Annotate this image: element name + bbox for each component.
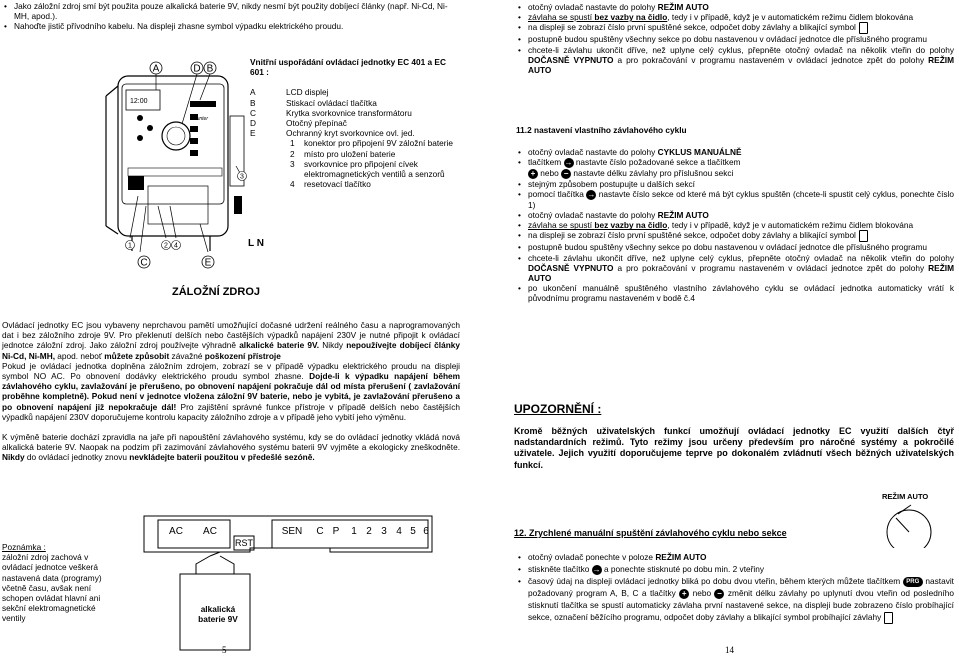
plus-icon: + xyxy=(528,169,538,179)
text-run: nebo xyxy=(538,168,562,179)
note-text: záložní zdroj zachová v ovládací jednotce veškerá nastavená data (programy) včetně času, avšak není schopen ovládat hlavní ani sekční elektromagnetické ventily xyxy=(2,552,102,624)
text-run: na displeji se zobrazí číslo první spuštěné sekce, odpočet doby závlahy a blikající symbol xyxy=(528,230,856,241)
callout-e: E xyxy=(204,257,212,269)
reset-label: RST xyxy=(235,538,253,548)
section-11-2-title: 11.2 nastavení vlastního závlahového cyklu xyxy=(516,125,687,135)
text-run: CYKLUS MANUÁLNĚ xyxy=(657,147,742,157)
legend-sub-row xyxy=(250,138,460,148)
text-run: REŽIM AUTO xyxy=(655,552,707,562)
text-run: otočný ovladač nastavte do polohy xyxy=(528,210,658,221)
text-run: nastavte číslo sekce od které má být cyklus spuštěn (chcete-li spustit celý cyklus, ponechte číslo 1) xyxy=(528,189,954,210)
text-run: , tedy i v případě, když je v automatickém režimu čidlem blokována xyxy=(667,12,914,23)
terminal-ac-2: AC xyxy=(203,526,217,537)
list-item xyxy=(516,2,954,12)
text-run: tlačítkem xyxy=(528,157,564,168)
legend-text: Otočný přepínač xyxy=(286,118,347,129)
text-run: po ukončení manuálně spuštěného vlastního závlahového cyklu se ovládací jednotka automaticky vrátí k původnímu programu nastaveném v bodě č.4 xyxy=(528,283,954,304)
terminal-1: 1 xyxy=(351,526,357,537)
legend-sub-key: 1 xyxy=(290,138,295,149)
lcd-text: 12:00 xyxy=(130,98,148,105)
terminal-4: 4 xyxy=(396,526,402,537)
list-item xyxy=(516,157,954,168)
text-run: závlaha se spustí xyxy=(528,12,595,23)
warning-title: UPOZORNĚNÍ : xyxy=(514,402,602,416)
legend-sub-key: 3 xyxy=(290,158,295,169)
minus-icon: − xyxy=(714,589,724,599)
text-run: DOČASNĚ VYPNUTO xyxy=(528,54,614,65)
callout-2: 2 xyxy=(164,242,168,250)
legend-text: LCD displej xyxy=(286,87,329,98)
text-run: otočný ovladač ponechte v poloze xyxy=(528,552,656,562)
callout-4: 4 xyxy=(174,242,178,250)
text-run: pomocí tlačítka xyxy=(528,189,587,200)
list-item xyxy=(516,230,954,242)
list-item xyxy=(516,179,954,189)
text-run: časový údaj na displeji ovládací jednotky bliká po dobu dvou vteřin, během kterých můžete tlačítkem xyxy=(528,576,903,587)
list-item xyxy=(516,253,954,284)
legend-sub-text: resetovací tlačítko xyxy=(304,179,371,190)
terminal-c: C xyxy=(316,526,324,537)
legend-sub-text: svorkovnice pro připojení cívek elektromagnetických ventilů a senzorů xyxy=(304,158,445,180)
manual-symbol-icon xyxy=(859,230,868,242)
dial-label: REŽIM AUTO xyxy=(882,492,929,501)
text-run: nastavte délku závlahy pro příslušnou sekci xyxy=(571,168,734,179)
list-item xyxy=(516,147,954,157)
list-item: • Nahoďte jistič přívodního kabelu. Na displeji zhasne symbol výpadku elektrického proudu. xyxy=(2,21,460,31)
legend-title: Vnitřní uspořádání ovládací jednotky EC 401 a EC 601 : xyxy=(250,57,446,78)
text-run: chcete-li závlahu ukončit dříve, než uplyne celý cyklus, přepněte otočný ovladač na několik vteřin do polohy xyxy=(528,44,954,55)
text-run: a pro pokračování v programu nastaveném v ovládací jednotce zpět do polohy xyxy=(613,262,929,273)
text-run: DOČASNĚ VYPNUTO xyxy=(528,262,614,273)
callout-a: A xyxy=(152,63,160,75)
list-item xyxy=(516,283,954,303)
legend-key: A xyxy=(250,87,256,98)
prg-button-icon: PRG xyxy=(903,577,923,587)
para-1: Ovládací jednotky EC jsou vybaveny neprchavou pamětí umožňující dočasné udržení reálného času a naprogramovaných dat i bez záložního zdroje 9V. Pro překlenutí delších nebo častějších výpadků napájení 230V je nutné připojit k ovládací jednotce záložní zdroj. Jako záložní zdroj používejte výhradně alkalické baterie 9V. Nikdy nepoužívejte dobíjecí články Ni-Cd, Ni-MH, apod. neboť můžete způsobit závažné poškození přístroje xyxy=(2,320,460,361)
text-run: otočný ovladač nastavte do polohy xyxy=(528,2,658,12)
text-run: REŽIM AUTO xyxy=(657,210,709,221)
list-item xyxy=(516,22,954,34)
callout-d: D xyxy=(193,63,201,75)
section-12-list xyxy=(516,551,954,624)
text-run: , tedy i v případě, když je v automatickém režimu čidlem blokována xyxy=(667,220,914,231)
legend-row xyxy=(250,98,460,108)
para-3: K výměně baterie dochází zpravidla na jaře při napouštění závlahového systému, kdy se do ovládací jednotky vkládá nová alkalická baterie 9V. Naopak na podzim při zazimování závlahového systému baterii 9V vyjměte a ekologicky zneškodněte. Nikdy do ovládací jednotky znovu nevkládejte baterii použitou v předešlé sezóně. xyxy=(2,432,460,463)
callout-c: C xyxy=(140,257,148,269)
legend-row xyxy=(250,108,460,118)
next-arrow-icon: → xyxy=(592,564,601,574)
list-item xyxy=(516,34,954,44)
diagram-caption: ZÁLOŽNÍ ZDROJ xyxy=(172,286,260,298)
text-run: chcete-li závlahu ukončit dříve, než uplyne celý cyklus, přepněte otočný ovladač na několik vteřin do polohy xyxy=(528,252,954,263)
auto-dial-diagram xyxy=(878,502,940,548)
legend-sub-row xyxy=(250,159,460,179)
text-run: nastavit požadovaný program A, B, C a tlačítky xyxy=(528,576,954,599)
legend-key: D xyxy=(250,118,256,129)
brand-label: Hunter xyxy=(193,116,209,122)
terminal-5: 5 xyxy=(410,526,416,537)
text-run: na displeji se zobrazí číslo první spuštěné sekce, odpočet doby závlahy a blikající symbol xyxy=(528,22,856,33)
note-title: Poznámka : xyxy=(2,542,46,552)
page-number-right: 14 xyxy=(725,645,734,655)
list-item xyxy=(516,575,954,624)
text-run: REŽIM AUTO xyxy=(528,262,954,284)
legend-key: E xyxy=(250,128,256,139)
legend-key: B xyxy=(250,97,256,108)
terminal-p: P xyxy=(332,526,340,537)
callout-1: 1 xyxy=(128,242,132,250)
legend-sub-row xyxy=(250,149,460,159)
text-run: otočný ovladač nastavte do polohy xyxy=(528,147,658,157)
right-page xyxy=(480,0,959,659)
text-run: nastavte číslo požadované sekce a tlačítkem xyxy=(573,157,741,168)
terminal-3: 3 xyxy=(381,526,387,537)
legend-key: C xyxy=(250,107,256,118)
note xyxy=(2,542,112,624)
terminal-ac-1: AC xyxy=(169,526,183,537)
legend-text: Krytka svorkovnice transformátoru xyxy=(286,107,412,118)
legend-text: Ochranný kryt svorkovnice ovl. jed. xyxy=(286,128,415,139)
text-run: nebo xyxy=(689,588,715,599)
text-run: a pro pokračování v programu nastaveném v ovládací jednotce zpět do polohy xyxy=(613,54,929,65)
next-arrow-icon: → xyxy=(564,158,573,168)
text-run: REŽIM AUTO xyxy=(657,2,709,12)
legend-text: Stiskací ovládací tlačítka xyxy=(286,97,377,108)
terminal-label: L N xyxy=(248,238,264,249)
top-list xyxy=(516,2,954,75)
text-run: změnit délku závlahy po uplynutí dvou vteřin od posledního stisknutí tlačítka se spustí automaticky závlaha první nastavené sekce, na displeji bude zobrazeno číslo probíhající sekce, označení běžícího programu, odpočet doby závlahy a blikající symbol probíhající závlahy xyxy=(528,588,955,623)
legend-sub-key: 2 xyxy=(290,148,295,159)
para-2: Pokud je ovládací jednotka doplněna záložním zdrojem, zobrazí se v případě výpadku elektrického proudu na displeji symbol NO AC. Po obnovení dodávky elektrického proudu symbol zhasne. Dojde-li k výpadku napájení během závlahového cyklu, zavlažování je přerušeno, po obnovení napájení pokračuje dál od místa přerušení ( zavlažování proběhne kompletně). Pokud není v jednotce vložena záložní 9V baterie, nebo je vybitá, je zavlažování přerušeno a po obnovení napájení již nepokračuje dál! Pro zajištění správné funkce přístroje v případě delších nebo častějších výpadků napájení 230V doporučujeme kontrolu kapacity záložního zdroje a v případě jeho vybití jeho výměnu. xyxy=(2,360,461,422)
list-item xyxy=(516,189,954,210)
plus-icon: + xyxy=(679,589,689,599)
text-run: bez vazby na čidlo xyxy=(594,220,668,231)
minus-icon: − xyxy=(561,169,571,179)
list-item xyxy=(516,168,954,179)
text-run: postupně budou spuštěny všechny sekce po dobu nastavenou v ovládací jednotce dle příslušného programu xyxy=(528,242,927,253)
legend-sub-row xyxy=(250,179,460,189)
callout-3: 3 xyxy=(240,173,244,181)
list-item xyxy=(516,12,954,22)
list-item xyxy=(516,45,954,76)
section-12-title: 12. Zrychlené manuální spuštění závlahového cyklu nebo sekce xyxy=(514,528,787,538)
text-run: bez vazby na čidlo xyxy=(594,12,668,23)
legend-row xyxy=(250,87,460,97)
section-11-2-list xyxy=(516,147,954,304)
left-page xyxy=(0,0,472,659)
manual-symbol-icon xyxy=(884,612,893,624)
list-item xyxy=(516,210,954,220)
text-run: stejným způsobem postupujte u dalších sekcí xyxy=(528,178,695,189)
legend-row xyxy=(250,128,460,138)
battery-label: alkalická baterie 9V xyxy=(198,604,238,625)
list-item xyxy=(516,563,954,575)
list-item xyxy=(516,242,954,252)
text-run: závlaha se spustí xyxy=(528,220,595,231)
manual-symbol-icon xyxy=(859,22,868,34)
list-item: • Jako záložní zdroj smí být použita pouze alkalická baterie 9V, nikdy nesmí být použity dobíjecí články (např. Ni-Cd, Ni-MH, apod.). xyxy=(2,1,460,21)
list-item xyxy=(516,551,954,563)
callout-b: B xyxy=(206,63,214,75)
page-number-left: 5 xyxy=(222,645,227,655)
backup-paragraphs xyxy=(2,320,460,463)
terminal-6: 6 xyxy=(423,526,429,537)
text-run: a ponechte stisknuté po dobu min. 2 vteřiny xyxy=(601,564,764,575)
terminal-diagram xyxy=(140,512,440,652)
list-item xyxy=(516,220,954,230)
text-run: stiskněte tlačítko xyxy=(528,564,592,575)
top-bullet-list xyxy=(2,1,460,32)
legend xyxy=(250,57,460,189)
warning-text: Kromě běžných uživatelských funkcí umožňují ovládací jednotky EC využití dalších čtyř nadstandardních režimů. Tyto režimy jsou určeny především pro náročné systémy a pokročilé uživatele. Jejich využití doporučujeme teprve po dokonalém zvládnutí všech běžných uživatelských funkcí. xyxy=(514,426,954,470)
legend-sub-text: místo pro uložení baterie xyxy=(304,148,396,159)
text-run: postupně budou spuštěny všechny sekce po dobu nastavenou v ovládací jednotce dle příslušného programu xyxy=(528,34,927,45)
terminal-2: 2 xyxy=(366,526,372,537)
legend-sub-key: 4 xyxy=(290,179,295,190)
text-run: REŽIM AUTO xyxy=(528,54,954,76)
next-arrow-icon: → xyxy=(587,189,596,199)
legend-row xyxy=(250,118,460,128)
terminal-sen: SEN xyxy=(281,526,303,537)
legend-sub-text: konektor pro připojení 9V záložní baterie xyxy=(304,138,453,149)
